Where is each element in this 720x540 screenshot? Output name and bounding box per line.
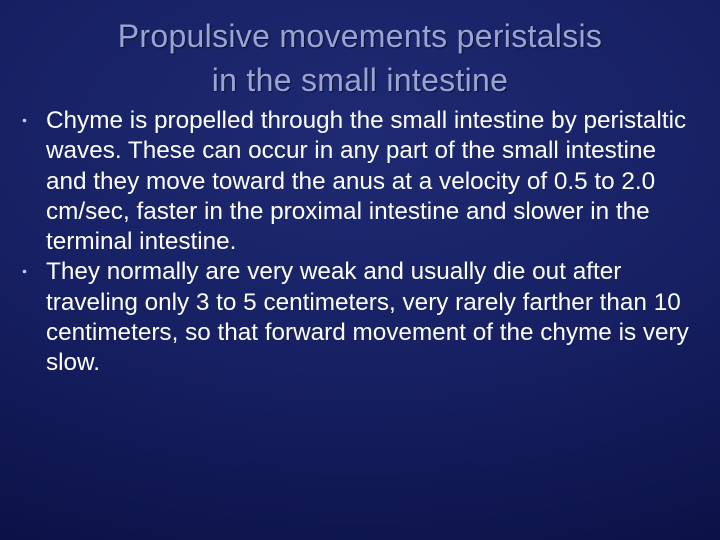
- bullet-icon: [22, 118, 27, 123]
- bullet-item: [22, 106, 702, 257]
- bullet-icon: [22, 269, 27, 274]
- slide-title: [20, 14, 700, 102]
- slide-title-line-1: Propulsive movements peristalsis: [117, 18, 603, 54]
- bullet-text: Chyme is propelled through the small intestine by peristaltic waves. These can occur in any part of the small intestine and they move toward the anus at a velocity of 0.5 to 2.0 cm/sec, faster in the proximal intestine and slower in the terminal intestine.: [46, 107, 687, 256]
- slide-title-line-2: in the small intestine: [211, 62, 509, 98]
- bullet-item: [22, 257, 702, 378]
- bullet-text: They normally are very weak and usually die out after traveling only 3 to 5 centimeters, very rarely farther than 10 centimeters, so that forward movement of the chyme is very slow.: [46, 258, 689, 377]
- bullet-list: [22, 106, 702, 379]
